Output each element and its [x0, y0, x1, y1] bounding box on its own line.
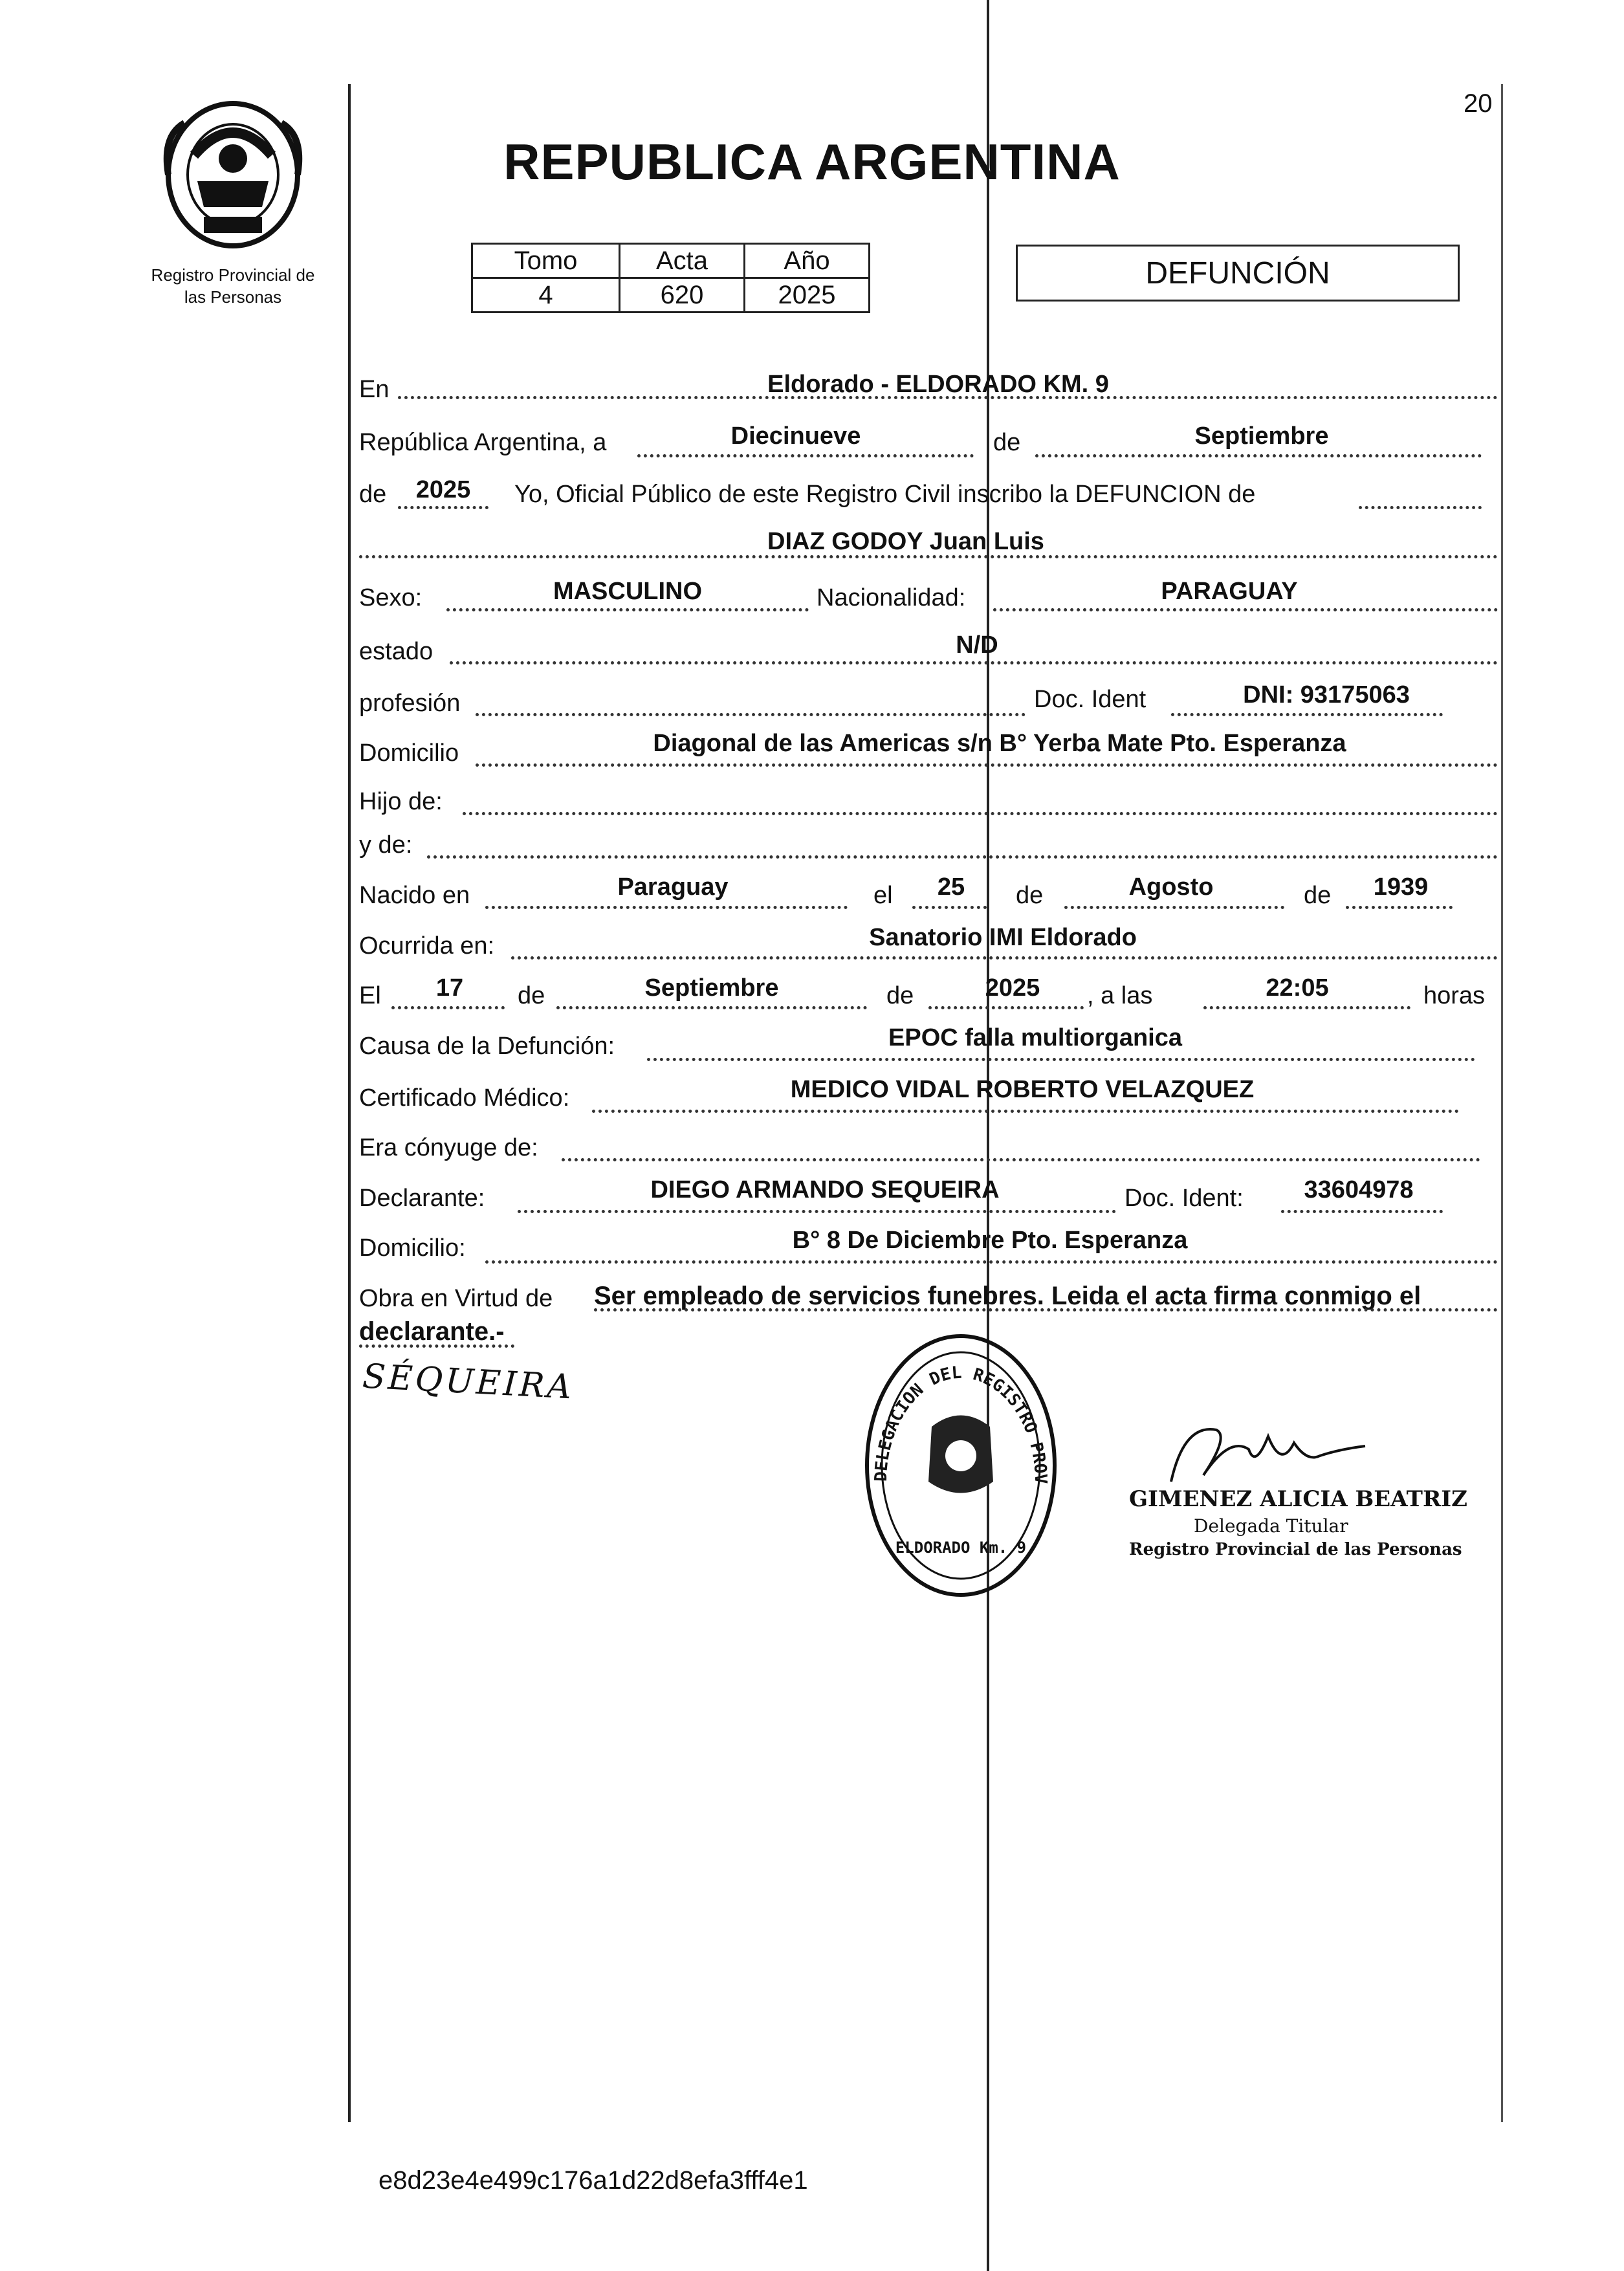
tomo-acta-anio-table	[471, 243, 870, 313]
de-death-month-label: de	[518, 982, 545, 1009]
declarante-doc-value: 33604978	[1304, 1176, 1414, 1203]
de-year-label: de	[359, 481, 387, 508]
doc-ident2-label: Doc. Ident:	[1125, 1185, 1244, 1212]
domicilio2-line	[485, 1260, 1498, 1264]
certificado-value: MEDICO VIDAL ROBERTO VELAZQUEZ	[790, 1076, 1255, 1103]
nacido-value: Paraguay	[617, 873, 729, 901]
conyuge-label: Era cónyuge de:	[359, 1134, 538, 1161]
doc-ident-label: Doc. Ident	[1034, 686, 1147, 713]
stamp-bottom-text: ELDORADO Km. 9	[895, 1539, 1027, 1557]
official-signature	[1158, 1410, 1372, 1495]
hijo-line	[463, 812, 1498, 815]
acta-value: 620	[620, 278, 745, 313]
place-value: Eldorado - ELDORADO KM. 9	[767, 371, 1109, 398]
tomo-label: Tomo	[472, 244, 620, 278]
sexo-line	[446, 608, 809, 611]
y-de-line	[427, 855, 1498, 859]
estado-label: estado	[359, 638, 433, 665]
time-line	[1203, 1006, 1410, 1009]
conyuge-line	[562, 1158, 1480, 1161]
en-label: En	[359, 376, 390, 403]
horas-label: horas	[1423, 982, 1486, 1009]
causa-value: EPOC falla multiorganica	[888, 1024, 1182, 1051]
deceased-name: DIAZ GODOY Juan Luis	[767, 528, 1044, 555]
month-line	[1035, 454, 1482, 457]
right-margin-line	[1501, 84, 1503, 2122]
doc-ident-line	[1171, 713, 1443, 716]
de-birth-month-label: de	[1016, 882, 1044, 909]
stamp-text: DELEGACION DEL REGISTRO PROV	[871, 1363, 1051, 1484]
day-words-value: Diecinueve	[730, 422, 861, 450]
sexo-value: MASCULINO	[553, 578, 703, 605]
certificado-label: Certificado Médico:	[359, 1084, 570, 1112]
registry-line1: Registro Provincial de	[151, 265, 315, 285]
declarante-line	[518, 1210, 1116, 1213]
obra-line2	[359, 1344, 514, 1348]
de-death-year-label: de	[886, 982, 914, 1009]
birth-month-value: Agosto	[1128, 873, 1214, 901]
estado-value: N/D	[956, 631, 998, 659]
ocurrida-line	[511, 956, 1498, 960]
death-year-line	[928, 1006, 1084, 1009]
footer-hash: e8d23e4e499c176a1d22d8efa3fff4e1	[379, 2166, 808, 2195]
anio-label: Año	[745, 244, 870, 278]
declarante-label: Declarante:	[359, 1185, 485, 1212]
sexo-label: Sexo:	[359, 584, 422, 611]
act-type-box: DEFUNCIÓN	[1016, 245, 1460, 302]
page-title: REPUBLICA ARGENTINA	[503, 133, 1121, 190]
obra-text2: declarante.-	[359, 1317, 505, 1346]
yo-line	[1359, 506, 1482, 509]
profesion-line	[476, 713, 1026, 716]
certificado-line	[592, 1110, 1459, 1113]
yo-text: Yo, Oficial Público de este Registro Civil inscribo la DEFUNCION de	[514, 481, 1256, 508]
declarante-value: DIEGO ARMANDO SEQUEIRA	[650, 1176, 1000, 1203]
profesion-label: profesión	[359, 690, 461, 717]
ocurrida-label: Ocurrida en:	[359, 932, 495, 960]
nacionalidad-line	[993, 608, 1498, 611]
a-las-label: , a las	[1087, 982, 1153, 1009]
birth-day-value: 25	[937, 873, 965, 901]
death-year-value: 2025	[985, 974, 1040, 1002]
death-day-value: 17	[435, 974, 464, 1002]
month-value: Septiembre	[1194, 422, 1329, 450]
acta-label: Acta	[620, 244, 745, 278]
domicilio-value: Diagonal de las Americas s/n B° Yerba Mate Pto. Esperanza	[653, 730, 1346, 757]
official-registry: Registro Provincial de las Personas	[1129, 1540, 1462, 1559]
nacionalidad-label: Nacionalidad:	[817, 584, 966, 611]
declarante-domicilio-value: B° 8 De Diciembre Pto. Esperanza	[792, 1227, 1188, 1254]
official-stamp	[854, 1320, 1068, 1611]
causa-label: Causa de la Defunción:	[359, 1033, 615, 1060]
registry-line2: las Personas	[184, 287, 282, 307]
left-margin-line	[348, 84, 351, 2122]
anio-value: 2025	[745, 278, 870, 313]
hijo-label: Hijo de:	[359, 788, 443, 815]
declarante-doc-line	[1281, 1210, 1443, 1213]
page-number: 20	[1464, 89, 1493, 118]
birth-day-line	[912, 906, 987, 909]
domicilio2-label: Domicilio:	[359, 1234, 466, 1262]
tomo-value: 4	[472, 278, 620, 313]
domicilio-label: Domicilio	[359, 740, 459, 767]
declarant-signature: SÉQUEIRA	[361, 1357, 575, 1407]
birth-year-line	[1346, 906, 1453, 909]
estado-line	[450, 661, 1498, 664]
year-line	[398, 506, 488, 509]
obra-label: Obra en Virtud de	[359, 1285, 553, 1312]
birth-year-value: 1939	[1373, 873, 1429, 901]
death-time-value: 22:05	[1266, 974, 1329, 1002]
de-birth-year-label: de	[1304, 882, 1332, 909]
doc-ident-value: DNI: 93175063	[1243, 681, 1410, 708]
el2-label: El	[359, 982, 381, 1009]
death-day-line	[391, 1006, 505, 1009]
name-line	[359, 555, 1498, 558]
domicilio-line	[476, 763, 1498, 767]
birth-month-line	[1064, 906, 1284, 909]
death-month-value: Septiembre	[644, 974, 779, 1002]
de-label: de	[993, 429, 1021, 456]
nacionalidad-value: PARAGUAY	[1161, 578, 1298, 605]
causa-line	[647, 1058, 1475, 1061]
death-month-line	[556, 1006, 867, 1009]
official-role: Delegada Titular	[1194, 1515, 1348, 1537]
republica-label: República Argentina, a	[359, 429, 607, 456]
nacido-label: Nacido en	[359, 882, 470, 909]
year-value: 2025	[415, 476, 471, 503]
fold-line	[987, 0, 989, 2271]
y-de-label: y de:	[359, 831, 413, 859]
ocurrida-value: Sanatorio IMI Eldorado	[869, 924, 1137, 951]
nacido-line	[485, 906, 848, 909]
day-line	[637, 454, 974, 457]
el-label: el	[873, 882, 893, 909]
official-name: GIMENEZ ALICIA BEATRIZ	[1129, 1486, 1467, 1512]
obra-text: Ser empleado de servicios funebres. Leida el acta firma conmigo el	[594, 1282, 1421, 1310]
obra-line	[594, 1308, 1498, 1311]
